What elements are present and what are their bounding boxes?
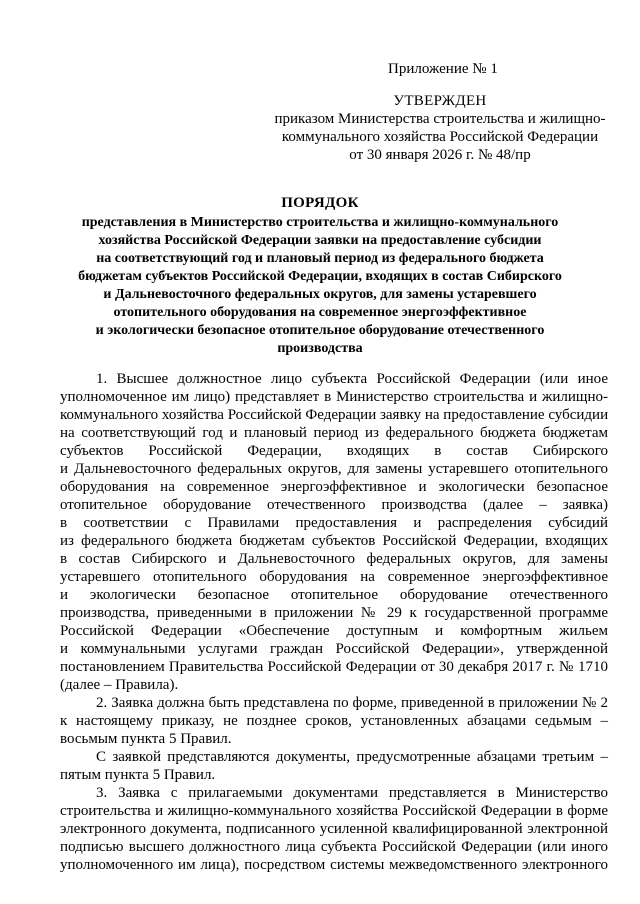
document-subtitle-line: и Дальневосточного федеральных округов, для замены устаревшего <box>103 287 537 302</box>
paragraph-1-line: уполномоченное им лицо) представляет в Министерство строительства и жилищно- <box>60 389 608 405</box>
approved-line: от 30 января 2026 г. № 48/пр <box>349 147 531 163</box>
document-heading <box>60 194 580 358</box>
document-title: ПОРЯДОК <box>281 195 359 211</box>
approved-line: приказом Министерства строительства и жилищно- <box>274 111 606 127</box>
paragraph-4-line: строительства и жилищно-коммунального хозяйства Российской Федерации в форме <box>60 803 608 819</box>
document-subtitle-line: и экологически безопасное отопительное оборудование отечественного <box>95 323 545 338</box>
paragraph-1-line: Российской Федерации «Обеспечение доступным и комфортным жильем <box>60 623 608 639</box>
paragraph-1-line: устаревшего отопительного оборудования на современное энергоэффективное <box>60 569 608 585</box>
document-subtitle-line: хозяйства Российской Федерации заявки на предоставление субсидии <box>98 233 542 248</box>
paragraph-2-line: к настоящему приказу, не позднее сроков, установленных абзацами седьмым – <box>60 713 608 729</box>
paragraph-1-line: и Дальневосточного федеральных округов, для замены устаревшего отопительного <box>60 461 608 477</box>
paragraph-1-line: и экологически безопасное отопительное оборудование отечественного <box>60 587 608 603</box>
approval-stamp-block <box>262 92 618 164</box>
document-subtitle-line: на соответствующий год и плановый период из федерального бюджета <box>96 251 544 266</box>
paragraph-1-line: постановлением Правительства Российской Федерации от 30 декабря 2017 г. № 1710 <box>60 659 608 675</box>
paragraph-1-line: оборудования на современное энергоэффективное и экологически безопасное <box>60 479 608 495</box>
paragraph-1-line: субъектов Российской Федерации, входящих в состав Сибирского <box>60 443 608 459</box>
paragraph-2-line: восьмым пункта 5 Правил. <box>60 731 232 747</box>
approved-title: УТВЕРЖДЕН <box>393 93 487 109</box>
paragraph-3-line: С заявкой представляются документы, предусмотренные абзацами третьим – <box>96 749 608 765</box>
paragraph-1-line: производства, приведенными в приложении № 29 к государственной программе <box>60 605 608 621</box>
paragraph-4-line: 3. Заявка с прилагаемыми документами представляется в Министерство <box>96 785 608 801</box>
paragraph-1-line: в состав Сибирского и Дальневосточного федеральных округов, для замены <box>60 551 608 567</box>
paragraph-1-line: в соответствии с Правилами предоставления и распределения субсидий <box>60 515 608 531</box>
document-subtitle-line: бюджетам субъектов Российской Федерации, входящих в состав Сибирского <box>78 269 562 284</box>
document-subtitle-line: представления в Министерство строительства и жилищно-коммунального <box>81 215 559 230</box>
paragraph-1-line: (далее – Правила). <box>60 677 179 693</box>
paragraph-4-line: подписью высшего должностного лица субъекта Российской Федерации (или иного <box>60 839 608 855</box>
paragraph-2-line: 2. Заявка должна быть представлена по форме, приведенной в приложении № 2 <box>96 695 608 711</box>
document-body <box>60 370 608 874</box>
paragraph-1-line: коммунального хозяйства Российской Федерации заявку на предоставление субсидии <box>60 407 609 423</box>
paragraph-1-line: и коммунальными услугами граждан Российской Федерации», утвержденной <box>60 641 608 657</box>
appendix-number: Приложение № 1 <box>388 61 498 77</box>
paragraph-1-line: 1. Высшее должностное лицо субъекта Российской Федерации (или иное <box>96 371 608 387</box>
paragraph-3-line: пятым пункта 5 Правил. <box>60 767 216 783</box>
paragraph-4-line: электронного документа, подписанного усиленной квалифицированной электронной <box>60 821 608 837</box>
paragraph-1-line: из федерального бюджета бюджетам субъектов Российской Федерации, входящих <box>60 533 608 549</box>
approved-line: коммунального хозяйства Российской Федерации <box>281 129 599 145</box>
paragraph-1-line: на соответствующий год и плановый период из федерального бюджета бюджетам <box>60 425 608 441</box>
document-subtitle-line: производства <box>277 341 363 356</box>
paragraph-4-line: уполномоченного им лица), посредством системы межведомственного электронного <box>60 857 608 873</box>
paragraph-1-line: отопительное оборудование отечественного производства (далее – заявка) <box>60 497 608 513</box>
document-subtitle-line: отопительного оборудования на современное энергоэффективное <box>113 305 527 320</box>
